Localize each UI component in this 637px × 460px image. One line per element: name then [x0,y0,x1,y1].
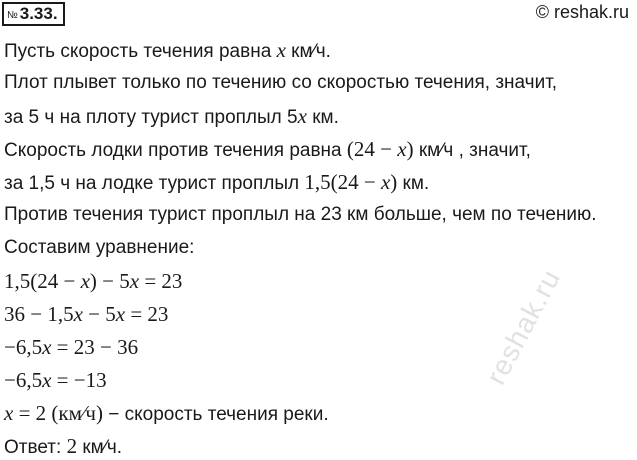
variable-x: x [397,137,407,161]
equation-line-4 [4,368,107,394]
answer-line [4,434,122,460]
solution-line-5 [4,170,429,196]
solution-line-3 [4,104,339,130]
text-fragment: км. [397,173,430,194]
text-fragment: за 1,5 ч на лодке турист проплыл [4,173,305,194]
math-fragment: = 23 [125,302,169,326]
copyright-text: © reshak.ru [535,2,629,22]
variable-x: x [129,269,140,293]
variable-x: x [73,302,83,326]
solution-line-2 [4,71,557,95]
text-fragment: Против течения турист проплыл на 23 км больше, чем по течению. [4,204,597,225]
text-fragment: Плот плывет только по течению со скоростью течения, значит, [4,72,558,93]
text-fragment: км. [306,107,339,128]
diagonal-watermark: reshak.ru [480,263,567,390]
text-fragment: км⁄ч. [285,41,331,62]
variable-x: x [42,368,52,392]
equation-line-2 [4,302,168,328]
math-fragment: = 2 (км⁄ч) [13,401,103,425]
math-fragment: = 23 − 36 [51,335,139,359]
answer-label: Ответ: [4,437,67,458]
equation-line-1 [4,269,182,295]
math-fragment: (24 − [346,137,398,161]
math-fragment: = 23 [139,269,183,293]
math-fragment: − 5 [82,302,116,326]
solution-line-1 [4,38,331,64]
text-fragment: за 5 ч на плоту турист проплыл 5 [4,107,298,128]
problem-number-value: 3.33. [19,4,58,23]
math-fragment: 1,5(24 − [4,269,81,293]
variable-x: x [42,335,52,359]
answer-value: 2 [66,434,78,458]
solution-line-7 [4,236,194,260]
text-fragment: км⁄ч , значит, [413,140,531,161]
math-fragment: −6,5 [4,368,43,392]
text-fragment: Пусть скорость течения равна [4,41,277,62]
variable-x: x [4,401,14,425]
math-fragment: −6,5 [4,335,43,359]
answer-unit: км⁄ч. [77,437,123,458]
text-fragment: Составим уравнение: [4,237,195,258]
math-fragment: 36 − 1,5 [4,302,74,326]
variable-x: x [380,170,391,194]
math-fragment: = −13 [51,368,107,392]
math-fragment: ) − 5 [89,269,130,293]
variable-x: x [80,269,90,293]
solution-line-4 [4,137,531,163]
solution-result-line [4,401,329,427]
equation-line-3 [4,335,138,361]
number-sign: № [7,9,18,21]
text-fragment: Скорость лодки против течения равна [4,140,347,161]
solution-line-6 [4,203,597,227]
variable-x: x [115,302,126,326]
variable-x: x [297,104,307,128]
math-fragment: ) [406,137,414,161]
math-fragment: ) [390,170,398,194]
problem-number [2,2,65,26]
math-fragment: 1,5(24 − [304,170,381,194]
text-fragment: − скорость течения реки. [102,404,329,425]
variable-x: x [276,38,286,62]
